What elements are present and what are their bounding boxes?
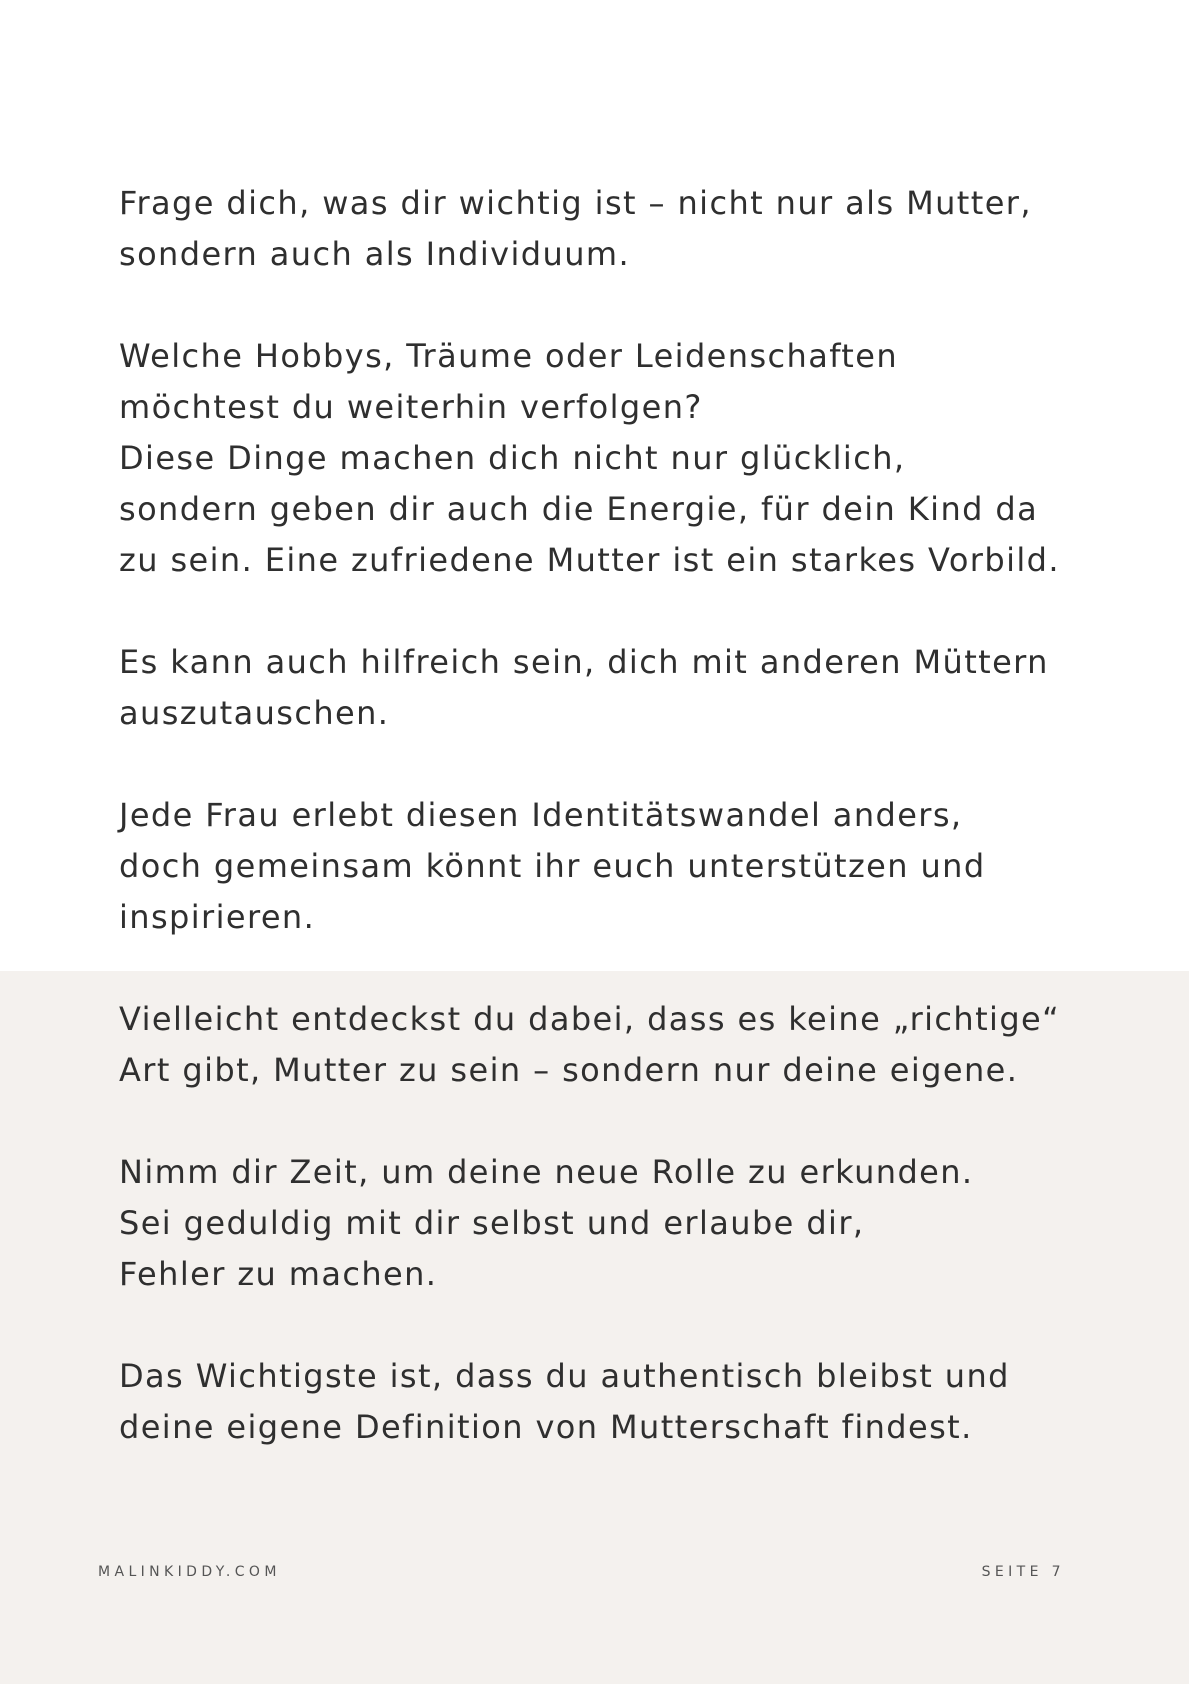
paragraph-text: Es kann auch hilfreich sein, dich mit anderen Müttern auszutauschen. bbox=[119, 643, 1049, 732]
paragraph-3 bbox=[119, 637, 1099, 739]
footer-site-link: MALINKIDDY.COM bbox=[98, 1564, 281, 1580]
paragraph-1 bbox=[119, 178, 1099, 280]
paragraph-text: Welche Hobbys, Träume oder Leidenschaften möchtest du weiterhin verfolgen? Diese Dinge machen dich nicht nur glücklich, sondern geben dir auch die Energie, für dein Kind da zu sein. Eine zufriedene Mutter ist ein starkes Vorbild. bbox=[119, 337, 1060, 579]
paragraph-text: Frage dich, was dir wichtig ist – nicht nur als Mutter, sondern auch als Individuum. bbox=[119, 184, 1032, 273]
footer-page-number: SEITE 7 bbox=[981, 1564, 1065, 1580]
paragraph-text: Das Wichtigste ist, dass du authentisch bleibst und deine eigene Definition von Mutterschaft findest. bbox=[119, 1357, 1010, 1446]
paragraph-5 bbox=[119, 994, 1099, 1096]
paragraph-7 bbox=[119, 1351, 1099, 1453]
paragraph-4 bbox=[119, 790, 1099, 943]
paragraph-text: Jede Frau erlebt diesen Identitätswandel anders, doch gemeinsam könnt ihr euch unterstützen und inspirieren. bbox=[119, 796, 986, 936]
paragraph-2 bbox=[119, 331, 1099, 586]
paragraph-6 bbox=[119, 1147, 1099, 1300]
paragraph-text: Vielleicht entdeckst du dabei, dass es keine „richtige“ Art gibt, Mutter zu sein – sondern nur deine eigene. bbox=[119, 1000, 1061, 1089]
paragraph-text: Nimm dir Zeit, um deine neue Rolle zu erkunden. Sei geduldig mit dir selbst und erlaube dir, Fehler zu machen. bbox=[119, 1153, 974, 1293]
